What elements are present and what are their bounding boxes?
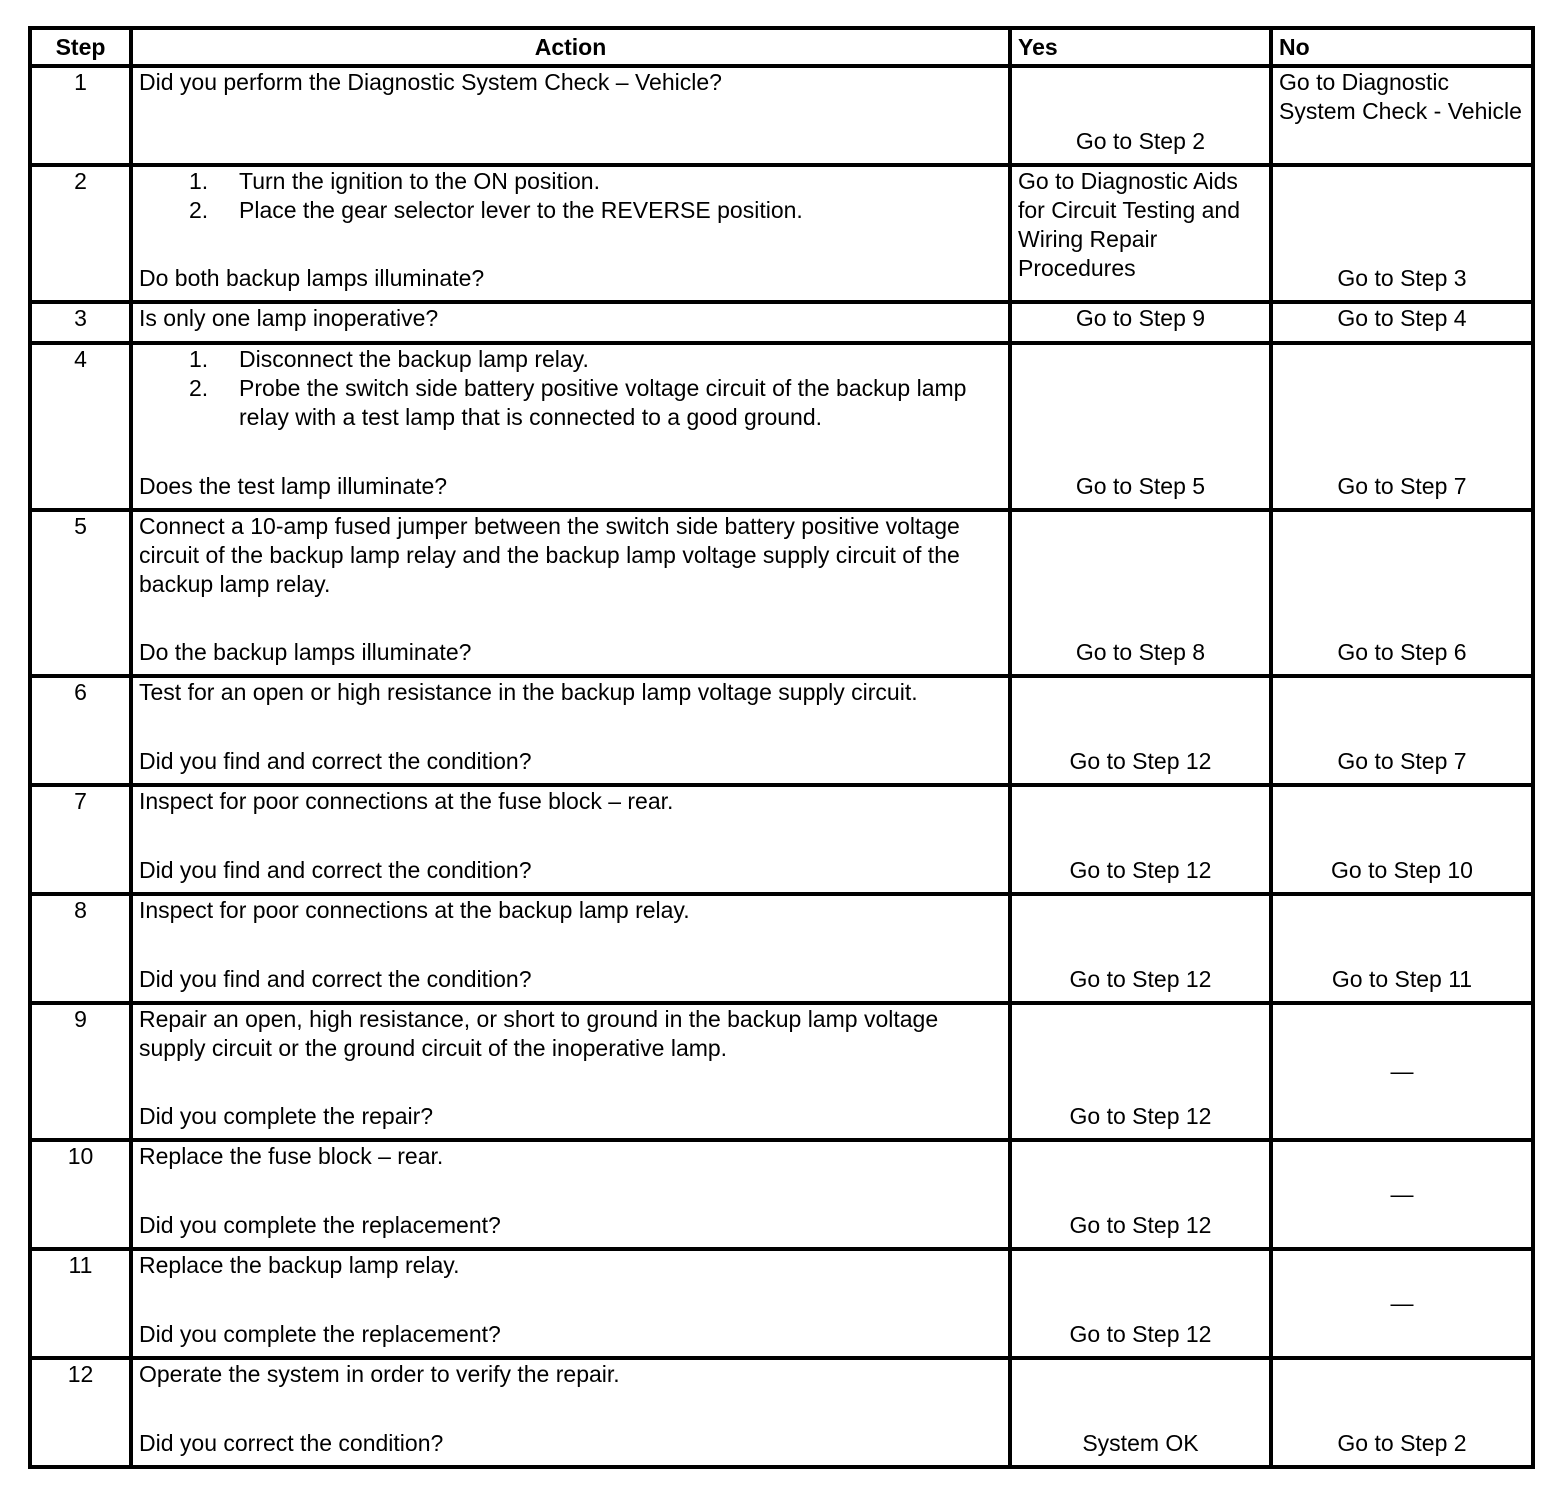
yes-cell [1010, 676, 1271, 785]
header-no: No [1271, 28, 1533, 66]
action-cell [131, 165, 1010, 302]
action-cell [131, 785, 1010, 894]
yes-result: Go to Step 12 [1069, 1212, 1212, 1238]
table-row [30, 1358, 1533, 1467]
no-result: Go to Step 11 [1331, 966, 1473, 992]
yes-cell [1010, 343, 1271, 510]
action-text: Inspect for poor connections at the fuse block – rear. [139, 788, 674, 814]
yes-cell [1010, 165, 1271, 302]
header-step: Step [30, 28, 131, 66]
no-cell [1271, 165, 1533, 302]
table-row [30, 66, 1533, 165]
yes-result: Go to Diagnostic Aids for Circuit Testing and Wiring Repair Procedures [1018, 168, 1241, 281]
table-row [30, 302, 1533, 343]
yes-cell [1010, 302, 1271, 343]
action-cell [131, 343, 1010, 510]
substep-number: 2. [189, 197, 209, 223]
action-content [139, 304, 1002, 334]
step-number: 3 [30, 302, 131, 343]
action-text: Did you perform the Diagnostic System Check – Vehicle? [139, 69, 722, 95]
no-cell [1271, 1003, 1533, 1140]
action-content [139, 345, 1002, 501]
no-result: Go to Diagnostic System Check - Vehicle [1279, 69, 1522, 124]
action-content [139, 1360, 1002, 1458]
action-text: Operate the system in order to verify the repair. [139, 1361, 620, 1387]
action-text: Inspect for poor connections at the backup lamp relay. [139, 897, 690, 923]
yes-result: Go to Step 8 [1075, 639, 1206, 665]
table-row [30, 510, 1533, 676]
no-result: — [1390, 1181, 1414, 1207]
action-content [139, 167, 1002, 293]
substep-text: Probe the switch side battery positive voltage circuit of the backup lamp relay with a test lamp that is connected to a good ground. [239, 375, 967, 430]
step-number: 7 [30, 785, 131, 894]
substep-number: 2. [189, 375, 209, 401]
yes-result: Go to Step 2 [1075, 128, 1206, 154]
substep-item [189, 374, 1002, 432]
yes-cell [1010, 1003, 1271, 1140]
action-question: Do both backup lamps illuminate? [139, 265, 485, 291]
table-row [30, 343, 1533, 510]
no-cell [1271, 1140, 1533, 1249]
no-result: Go to Step 4 [1337, 305, 1467, 331]
action-question: Did you complete the replacement? [139, 1212, 501, 1238]
no-cell [1271, 510, 1533, 676]
step-number: 4 [30, 343, 131, 510]
step-number: 2 [30, 165, 131, 302]
action-content [139, 512, 1002, 667]
substep-text: Place the gear selector lever to the REVERSE position. [239, 197, 803, 223]
no-result: Go to Step 7 [1337, 473, 1467, 499]
action-cell [131, 302, 1010, 343]
action-cell [131, 894, 1010, 1003]
substep-list [139, 345, 1002, 432]
action-cell [131, 1249, 1010, 1358]
yes-result: Go to Step 5 [1075, 473, 1206, 499]
header-action: Action [131, 28, 1010, 66]
table-row [30, 894, 1533, 1003]
yes-result: Go to Step 12 [1069, 966, 1212, 992]
action-cell [131, 1140, 1010, 1249]
action-content [139, 1251, 1002, 1349]
action-question: Did you complete the replacement? [139, 1321, 501, 1347]
step-number: 8 [30, 894, 131, 1003]
step-number: 6 [30, 676, 131, 785]
substep-list [139, 167, 1002, 225]
table-row [30, 1140, 1533, 1249]
no-result: Go to Step 7 [1337, 748, 1467, 774]
substep-text: Disconnect the backup lamp relay. [239, 346, 589, 372]
action-question: Does the test lamp illuminate? [139, 473, 448, 499]
action-cell [131, 676, 1010, 785]
action-text: Is only one lamp inoperative? [139, 305, 439, 331]
action-cell [131, 66, 1010, 165]
action-content [139, 68, 1002, 156]
no-cell [1271, 785, 1533, 894]
action-cell [131, 1358, 1010, 1467]
yes-result: System OK [1082, 1430, 1199, 1456]
table-row [30, 785, 1533, 894]
action-question: Did you find and correct the condition? [139, 748, 532, 774]
action-question: Did you find and correct the condition? [139, 857, 532, 883]
no-result: Go to Step 3 [1337, 265, 1467, 291]
action-content [139, 1005, 1002, 1131]
yes-cell [1010, 894, 1271, 1003]
table-row [30, 1249, 1533, 1358]
step-number: 5 [30, 510, 131, 676]
action-question: Did you complete the repair? [139, 1103, 434, 1129]
step-number: 1 [30, 66, 131, 165]
no-result: Go to Step 6 [1337, 639, 1467, 665]
action-content [139, 787, 1002, 885]
yes-result: Go to Step 12 [1069, 1103, 1212, 1129]
action-content [139, 678, 1002, 776]
header-row [30, 28, 1533, 66]
no-result: Go to Step 2 [1337, 1430, 1467, 1456]
step-number: 12 [30, 1358, 131, 1467]
no-result: — [1390, 1290, 1414, 1316]
table-row [30, 165, 1533, 302]
step-number: 11 [30, 1249, 131, 1358]
substep-item [189, 345, 1002, 374]
action-question: Did you find and correct the condition? [139, 966, 532, 992]
action-text: Test for an open or high resistance in the backup lamp voltage supply circuit. [139, 679, 918, 705]
yes-cell [1010, 785, 1271, 894]
yes-result: Go to Step 12 [1069, 857, 1212, 883]
yes-cell [1010, 66, 1271, 165]
yes-cell [1010, 510, 1271, 676]
action-question: Do the backup lamps illuminate? [139, 639, 472, 665]
table-row [30, 1003, 1533, 1140]
yes-cell [1010, 1140, 1271, 1249]
no-result: — [1390, 1058, 1414, 1084]
yes-cell [1010, 1358, 1271, 1467]
step-number: 10 [30, 1140, 131, 1249]
header-yes: Yes [1010, 28, 1271, 66]
yes-cell [1010, 1249, 1271, 1358]
no-cell [1271, 1249, 1533, 1358]
action-cell [131, 1003, 1010, 1140]
action-text: Repair an open, high resistance, or short to ground in the backup lamp voltage supply circuit or the ground circuit of the inoperative lamp. [139, 1006, 939, 1061]
no-cell [1271, 302, 1533, 343]
yes-result: Go to Step 12 [1069, 1321, 1212, 1347]
action-content [139, 1142, 1002, 1240]
step-number: 9 [30, 1003, 131, 1140]
yes-result: Go to Step 12 [1069, 748, 1212, 774]
substep-item [189, 196, 1002, 225]
table-row [30, 676, 1533, 785]
action-text: Connect a 10-amp fused jumper between the switch side battery positive voltage circuit of the backup lamp relay and the backup lamp voltage supply circuit of the backup lamp relay. [139, 513, 960, 597]
substep-number: 1. [189, 168, 209, 194]
diagnostic-table [28, 26, 1535, 1469]
no-cell [1271, 343, 1533, 510]
action-content [139, 896, 1002, 994]
substep-item [189, 167, 1002, 196]
no-cell [1271, 1358, 1533, 1467]
action-question: Did you correct the condition? [139, 1430, 444, 1456]
no-cell [1271, 894, 1533, 1003]
substep-number: 1. [189, 346, 209, 372]
action-text: Replace the fuse block – rear. [139, 1143, 444, 1169]
no-result: Go to Step 10 [1331, 857, 1473, 883]
action-cell [131, 510, 1010, 676]
yes-result: Go to Step 9 [1075, 305, 1206, 331]
substep-text: Turn the ignition to the ON position. [239, 168, 600, 194]
no-cell [1271, 676, 1533, 785]
no-cell [1271, 66, 1533, 165]
action-text: Replace the backup lamp relay. [139, 1252, 460, 1278]
